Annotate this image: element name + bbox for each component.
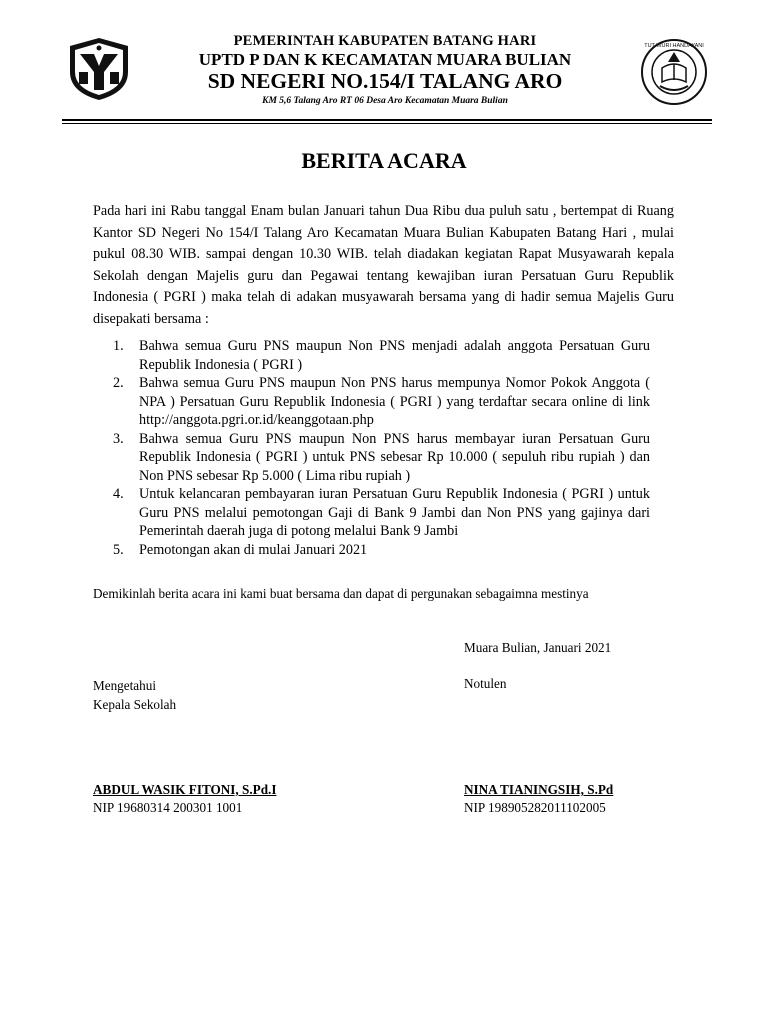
right-signatory-name: NINA TIANINGSIH, S.Pd <box>464 782 614 797</box>
list-item-text: Bahwa semua Guru PNS maupun Non PNS harus mempunya Nomor Pokok Anggota ( NPA ) Persatuan Guru Republik Indonesia ( PGRI ) yang terdaftar secara online di link http://anggota.pgri.or.id/keanggotaan.php <box>139 375 650 428</box>
left-label-acknowledged: Mengetahui <box>93 678 156 693</box>
intro-paragraph: Pada hari ini Rabu tanggal Enam bulan Januari tahun Dua Ribu dua puluh satu , bertempat di Ruang Kantor SD Negeri No 154/I Talang Aro Kecamatan Muara Bulian Kabupaten Batang Hari , mulai pukul 08.30 WIB. sampai dengan 10.30 WIB. telah diadakan kegiatan Rapat Musyawarah kepala Sekolah dengan Majelis guru dan Pegawai tentang kewajiban iuran Persatuan Guru Republik Indonesia ( PGRI ) maka telah di adakan musyawarah bersama yang di hadir semua Majelis Guru disepakati bersama : <box>93 203 674 327</box>
list-item <box>108 485 650 541</box>
regency-emblem-icon <box>66 36 132 102</box>
list-item-text: Untuk kelancaran pembayaran iuran Persatuan Guru Republik Indonesia ( PGRI ) untuk Guru PNS melalui pemotongan Gaji di Bank 9 Jambi dan Non PNS yang gajinya dari Pemerintah daerah juga di potong melalui Bank 9 Jambi <box>139 486 650 539</box>
left-label-principal: Kepala Sekolah <box>93 697 177 712</box>
list-item-number: 2. <box>113 375 124 391</box>
letterhead-address: KM 5,6 Talang Aro RT 06 Desa Aro Kecamatan Muara Bulian <box>262 96 508 106</box>
list-item-number: 4. <box>113 486 124 502</box>
list-item-number: 5. <box>113 541 124 558</box>
closing-sentence: Demikinlah berita acara ini kami buat bersama dan dapat di pergunakan sebagaimna mestinya <box>93 586 589 601</box>
list-item-number: 1. <box>113 338 124 354</box>
list-item <box>108 430 650 486</box>
letterhead-rule-thick <box>62 119 712 121</box>
place-date: Muara Bulian, Januari 2021 <box>464 640 612 655</box>
document-title: BERITA ACARA <box>301 148 467 173</box>
tut-wuri-handayani-logo-icon <box>640 38 708 106</box>
list-item <box>108 541 650 560</box>
right-label-notulen: Notulen <box>464 676 507 691</box>
left-signature-labels <box>93 676 176 714</box>
letterhead <box>150 33 620 107</box>
left-signatory-name: ABDUL WASIK FITONI, S.Pd.I <box>93 782 277 797</box>
list-item <box>108 337 650 374</box>
logo-lettering: TUT WURI HANDAYANI <box>644 43 704 49</box>
left-signatory-nip: NIP 19680314 200301 1001 <box>93 800 243 815</box>
list-item-text: Pemotongan akan di mulai Januari 2021 <box>139 541 368 558</box>
list-item <box>108 374 650 430</box>
list-item-text: Bahwa semua Guru PNS maupun Non PNS harus membayar iuran Persatuan Guru Republik Indonesia ( PGRI ) untuk PNS sebesar Rp 10.000 ( sepuluh ribu rupiah ) dan Non PNS sebesar Rp 5.000 ( Lima ribu rupiah ) <box>139 430 650 484</box>
letterhead-rule-thin <box>62 123 712 124</box>
letterhead-school-name: SD NEGERI NO.154/I TALANG ARO <box>207 69 563 93</box>
letterhead-line-2: UPTD P DAN K KECAMATAN MUARA BULIAN <box>198 50 572 69</box>
agreement-list <box>108 337 650 559</box>
letterhead-line-1: PEMERINTAH KABUPATEN BATANG HARI <box>233 33 537 49</box>
list-item-number: 3. <box>113 430 124 447</box>
right-signatory-nip: NIP 198905282011102005 <box>464 800 606 815</box>
list-item-text: Bahwa semua Guru PNS maupun Non PNS menjadi adalah anggota Persatuan Guru Republik Indonesia ( PGRI ) <box>139 338 650 373</box>
